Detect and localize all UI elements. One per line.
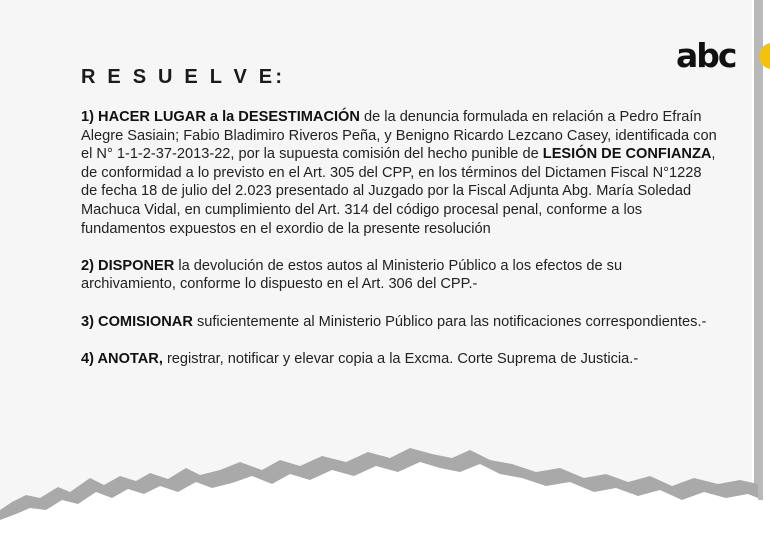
resolution-item-1 <box>81 108 721 238</box>
item-2-heading: 2) DISPONER <box>81 257 175 274</box>
document-title: R E S U E L V E: <box>81 66 286 88</box>
abc-logo: abc <box>676 36 736 75</box>
item-2-text: la devolución de estos autos al Ministerio Público a los efectos de su archivamiento, conforme lo dispuesto en el Art. 306 del CPP.- <box>81 257 623 293</box>
item-3-text: suficientemente al Ministerio Público para las notificaciones correspondientes.- <box>192 313 707 330</box>
resolution-item-3 <box>81 313 721 332</box>
resolution-item-4 <box>81 350 721 369</box>
item-3-heading: 3) COMISIONAR <box>81 313 193 330</box>
resolution-item-2 <box>81 257 721 294</box>
item-4-heading: 4) ANOTAR, <box>81 350 163 367</box>
resolution-body <box>81 108 721 387</box>
item-1-offense: LESIÓN DE CONFIANZA <box>542 146 712 163</box>
item-1-text-cont: , de conformidad a lo previsto en el Art. 305 del CPP, en los términos del Dictamen Fiscal N°1228 de fecha 18 de julio del 2.023 presentado al Juzgado por la Fiscal Adjunta Abg. María Soledad Machuca Vidal, en cumplimiento del Art. 314 del código procesal penal, conforme a los fundamentos expuestos en el exordio de la presente resolución <box>81 146 716 237</box>
torn-paper-edge <box>0 440 758 534</box>
paper-edge-shadow <box>754 0 763 500</box>
item-1-text: de la denuncia formulada en relación a Pedro Efraín Alegre Sasiain; Fabio Bladimiro Riveros Peña, y Benigno Ricardo Lezcano Casey, identificada con el N° 1-1-2-37-2013-22, por la supuesta comisión del hecho punible de <box>81 109 717 163</box>
item-4-text: registrar, notificar y elevar copia a la Excma. Corte Suprema de Justicia.- <box>162 350 639 367</box>
item-1-heading: 1) HACER LUGAR a la DESESTIMACIÓN <box>81 109 360 125</box>
